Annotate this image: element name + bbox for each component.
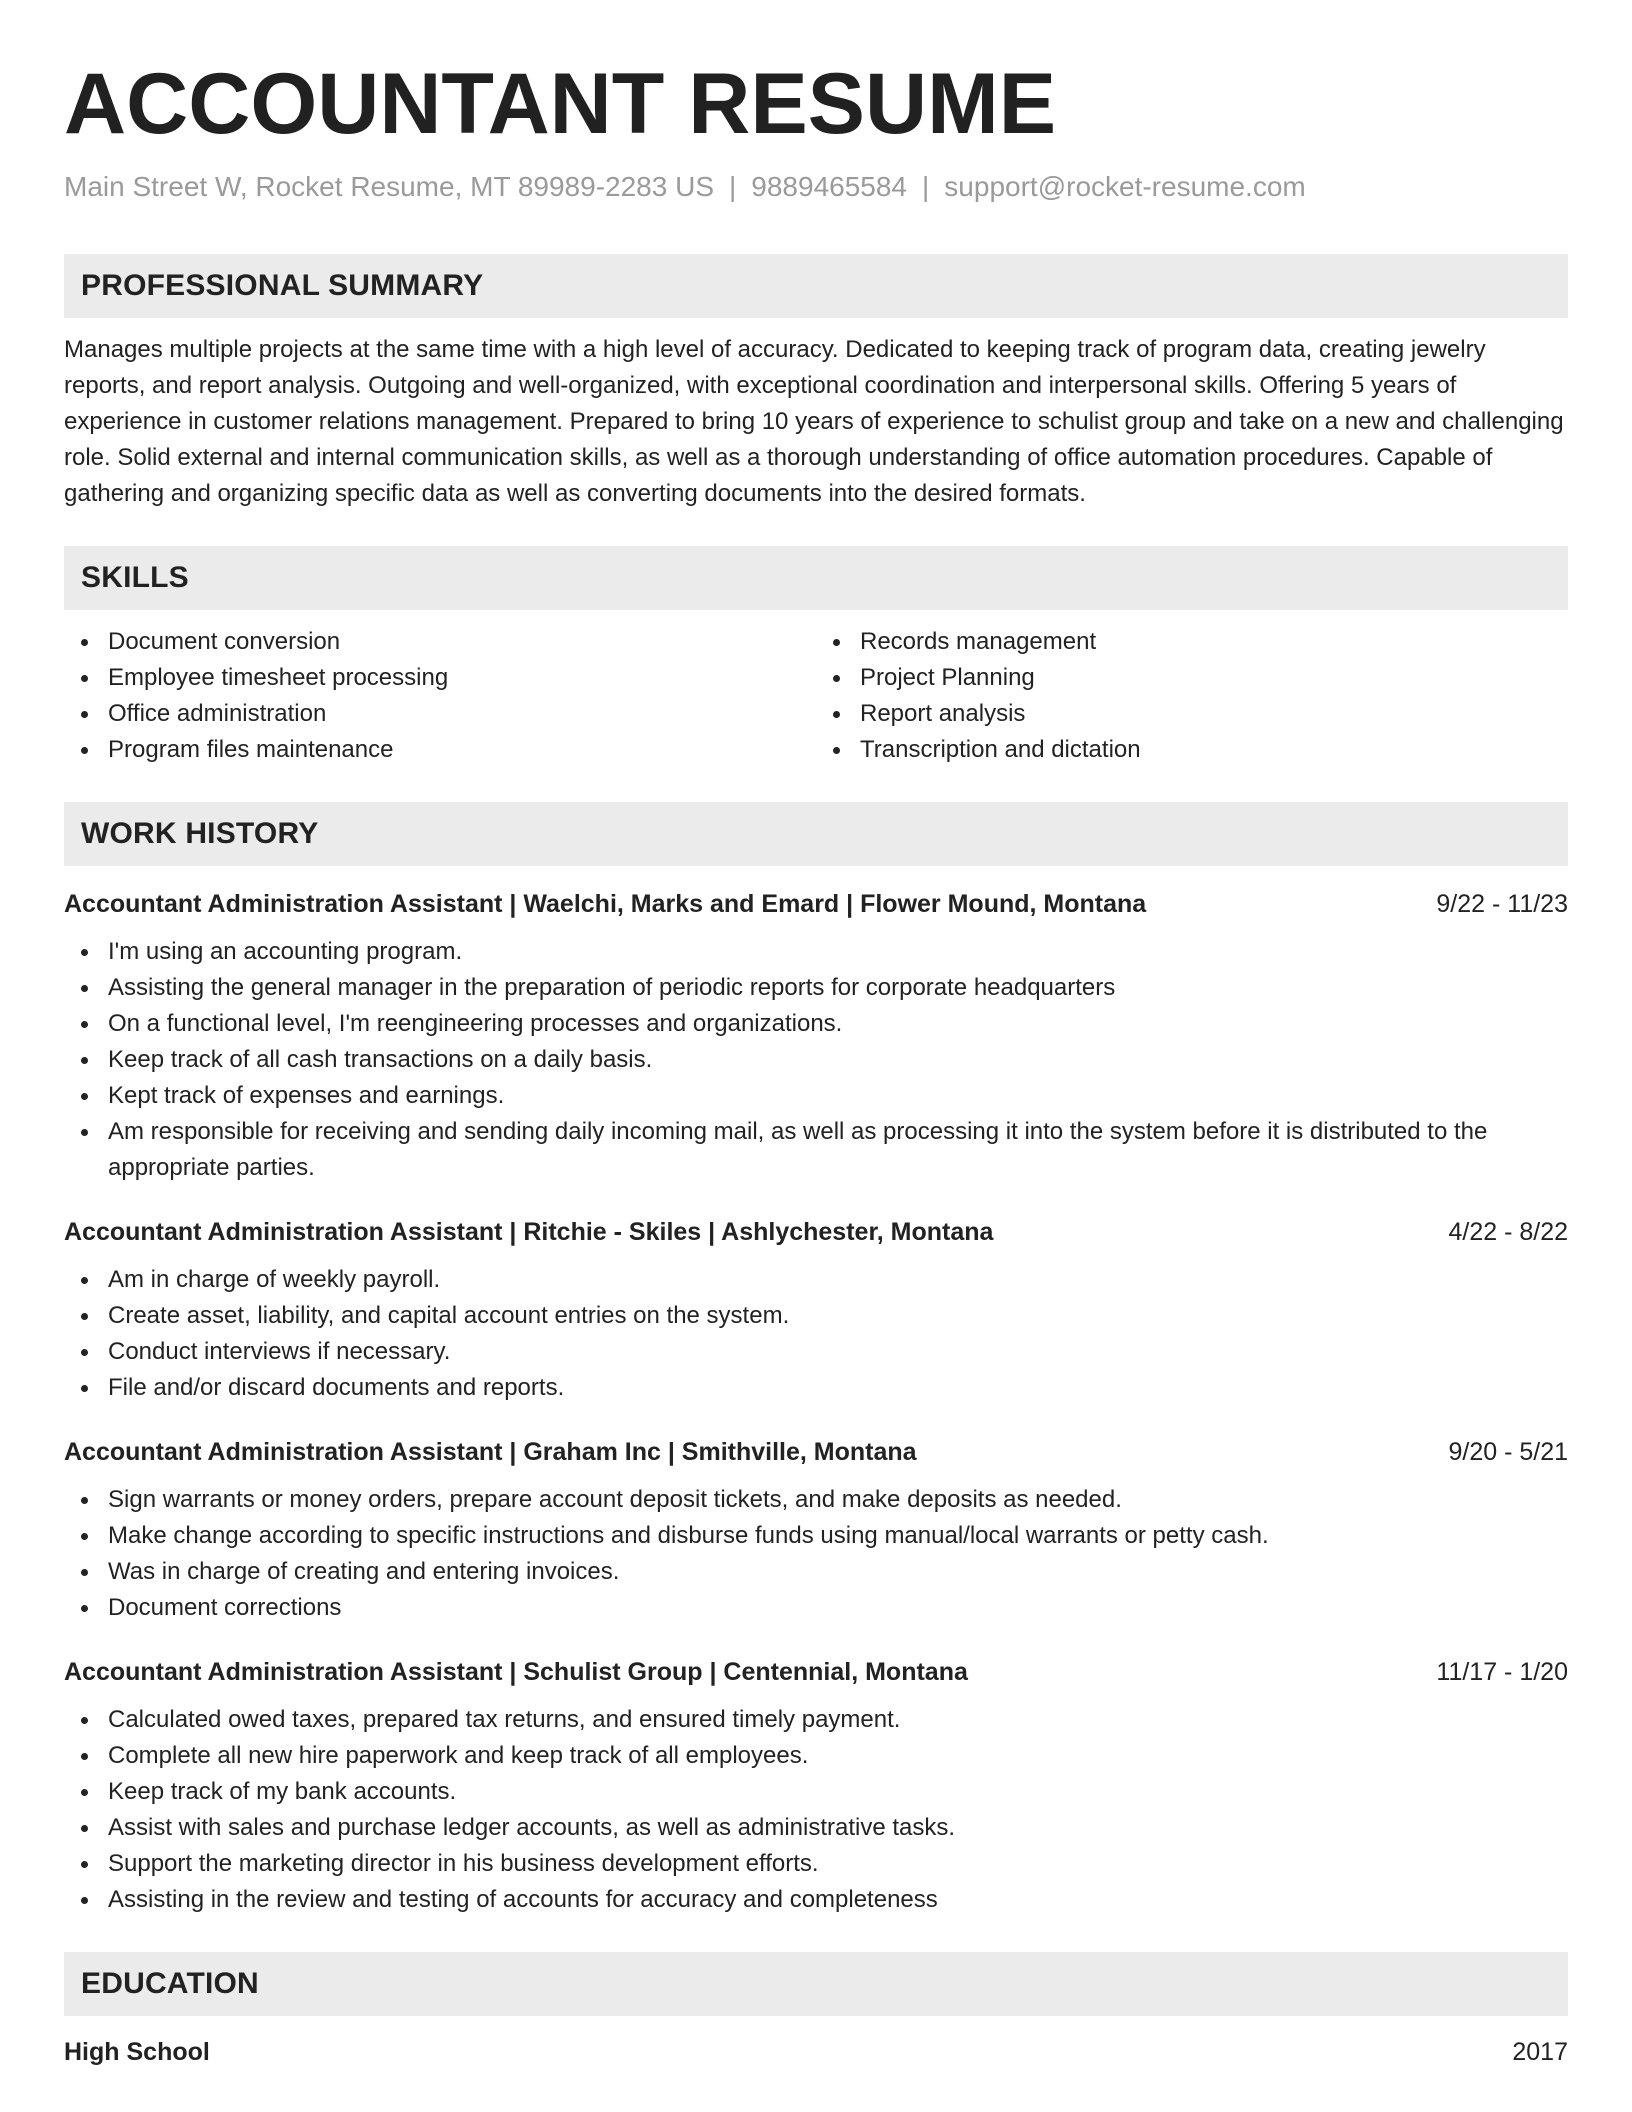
- job-dates: 4/22 - 8/22: [1448, 1218, 1568, 1246]
- contact-email: support@rocket-resume.com: [944, 171, 1306, 202]
- job-title: Accountant Administration Assistant | Ritchie - Skiles | Ashlychester, Montana: [64, 1218, 994, 1246]
- education-year: 2017: [1512, 2038, 1568, 2066]
- skill-item: Transcription and dictation: [816, 732, 1568, 768]
- skill-item: Employee timesheet processing: [64, 660, 816, 696]
- job-duties: [64, 1262, 1568, 1406]
- job-duty: Conduct interviews if necessary.: [64, 1334, 1568, 1370]
- job-duty: Sign warrants or money orders, prepare account deposit tickets, and make deposits as needed.: [64, 1482, 1568, 1518]
- section-header-summary: PROFESSIONAL SUMMARY: [64, 254, 1568, 318]
- skill-item: Office administration: [64, 696, 816, 732]
- job-duty: Calculated owed taxes, prepared tax returns, and ensured timely payment.: [64, 1702, 1568, 1738]
- contact-phone: 9889465584: [751, 171, 908, 202]
- job-title-row: [64, 1436, 1568, 1468]
- job-entry: [64, 1656, 1568, 1918]
- job-duty: File and/or discard documents and reports.: [64, 1370, 1568, 1406]
- job-duty: Kept track of expenses and earnings.: [64, 1078, 1568, 1114]
- job-duty: Document corrections: [64, 1590, 1568, 1626]
- job-duty: Was in charge of creating and entering invoices.: [64, 1554, 1568, 1590]
- education-entry: [64, 2036, 1568, 2068]
- contact-separator: |: [922, 171, 930, 202]
- job-duty: Support the marketing director in his business development efforts.: [64, 1846, 1568, 1882]
- skill-item: Project Planning: [816, 660, 1568, 696]
- skill-item: Program files maintenance: [64, 732, 816, 768]
- job-title-row: [64, 1216, 1568, 1248]
- skills-grid: [64, 624, 1568, 768]
- job-duty: Am responsible for receiving and sending daily incoming mail, as well as processing it into the system before it is distributed to the appropriate parties.: [64, 1114, 1568, 1186]
- job-entry: [64, 1436, 1568, 1626]
- job-duty: Make change according to specific instructions and disburse funds using manual/local warrants or petty cash.: [64, 1518, 1568, 1554]
- job-duty: Assist with sales and purchase ledger accounts, as well as administrative tasks.: [64, 1810, 1568, 1846]
- job-duty: Complete all new hire paperwork and keep track of all employees.: [64, 1738, 1568, 1774]
- contact-address: Main Street W, Rocket Resume, MT 89989-2283 US: [64, 171, 714, 202]
- job-duties: [64, 934, 1568, 1186]
- job-duty: I'm using an accounting program.: [64, 934, 1568, 970]
- job-duty: Assisting in the review and testing of accounts for accuracy and completeness: [64, 1882, 1568, 1918]
- job-title-row: [64, 888, 1568, 920]
- job-title: Accountant Administration Assistant | Schulist Group | Centennial, Montana: [64, 1658, 968, 1686]
- job-duty: Keep track of my bank accounts.: [64, 1774, 1568, 1810]
- job-title-row: [64, 1656, 1568, 1688]
- skills-column-left: [64, 624, 816, 768]
- section-header-skills: SKILLS: [64, 546, 1568, 610]
- resume-title: ACCOUNTANT RESUME: [64, 56, 1057, 152]
- job-entry: [64, 1216, 1568, 1406]
- skill-item: Document conversion: [64, 624, 816, 660]
- job-dates: 9/22 - 11/23: [1436, 890, 1568, 918]
- job-duties: [64, 1482, 1568, 1626]
- job-duty: Create asset, liability, and capital account entries on the system.: [64, 1298, 1568, 1334]
- job-dates: 11/17 - 1/20: [1436, 1658, 1568, 1686]
- job-dates: 9/20 - 5/21: [1448, 1438, 1568, 1466]
- contact-separator: |: [729, 171, 737, 202]
- job-title: Accountant Administration Assistant | Waelchi, Marks and Emard | Flower Mound, Montana: [64, 890, 1147, 918]
- job-title: Accountant Administration Assistant | Graham Inc | Smithville, Montana: [64, 1438, 917, 1466]
- contact-line: [64, 170, 1568, 204]
- job-duty: Assisting the general manager in the preparation of periodic reports for corporate headquarters: [64, 970, 1568, 1006]
- education-degree: High School: [64, 2038, 210, 2066]
- job-entry: [64, 888, 1568, 1186]
- skills-column-right: [816, 624, 1568, 768]
- job-duties: [64, 1702, 1568, 1918]
- job-duty: On a functional level, I'm reengineering processes and organizations.: [64, 1006, 1568, 1042]
- section-header-work-history: WORK HISTORY: [64, 802, 1568, 866]
- skill-item: Records management: [816, 624, 1568, 660]
- job-duty: Am in charge of weekly payroll.: [64, 1262, 1568, 1298]
- skill-item: Report analysis: [816, 696, 1568, 732]
- job-duty: Keep track of all cash transactions on a daily basis.: [64, 1042, 1568, 1078]
- section-header-education: EDUCATION: [64, 1952, 1568, 2016]
- summary-text: Manages multiple projects at the same time with a high level of accuracy. Dedicated to keeping track of program data, creating jewelry reports, and report analysis. Outgoing and well-organized, with exceptional coordination and interpersonal skills. Offering 5 years of experience in customer relations management. Prepared to bring 10 years of experience to schulist group and take on a new and challenging role. Solid external and internal communication skills, as well as a thorough understanding of office automation procedures. Capable of gathering and organizing specific data as well as converting documents into the desired formats.: [64, 336, 1564, 507]
